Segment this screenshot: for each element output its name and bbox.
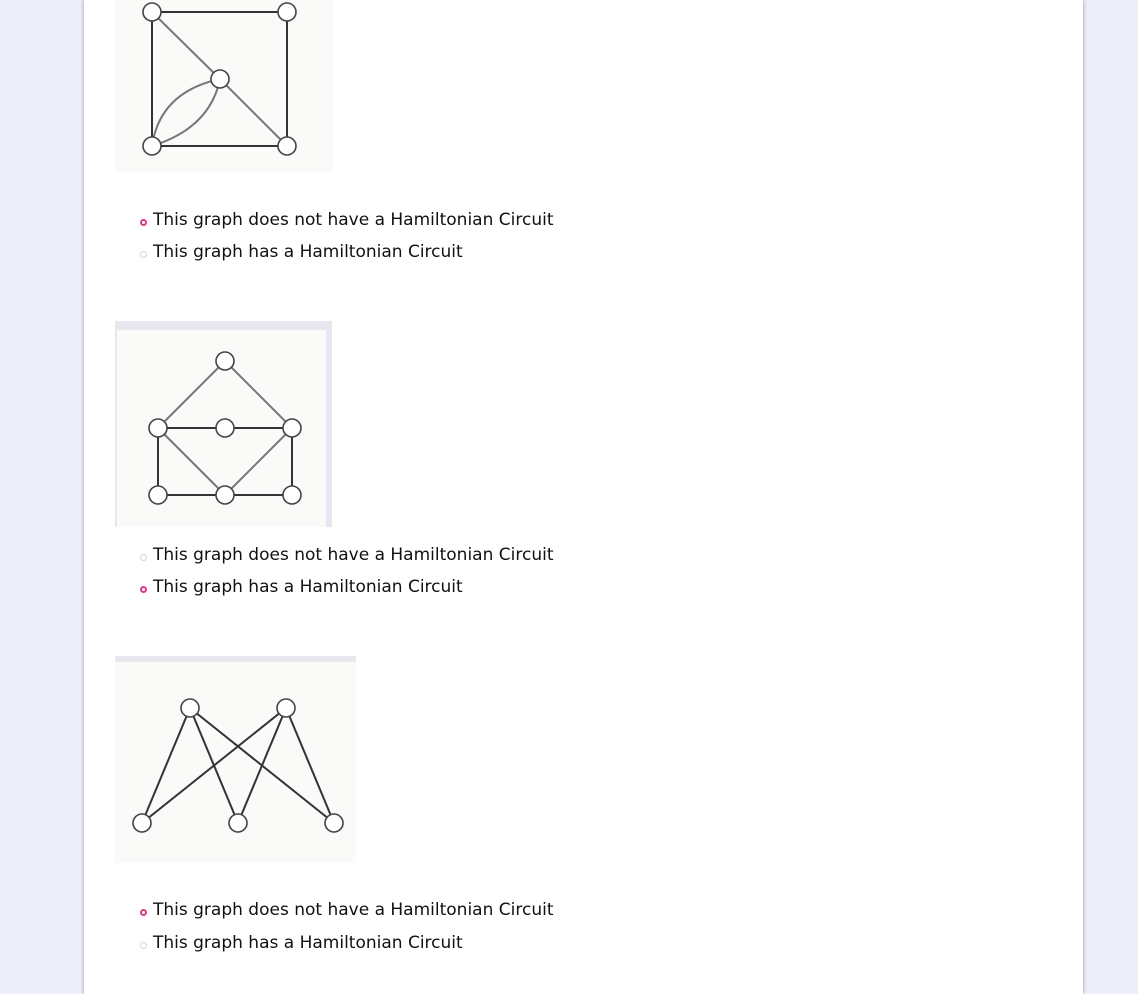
q1-option-yes[interactable] bbox=[138, 240, 463, 264]
graph-node bbox=[133, 814, 151, 832]
graph-diagram-2 bbox=[115, 321, 332, 527]
graph-node bbox=[143, 137, 161, 155]
graph-node bbox=[216, 419, 234, 437]
graph-edge bbox=[152, 79, 220, 146]
q3-option-yes[interactable] bbox=[138, 931, 463, 955]
graph-figure-1 bbox=[115, 0, 333, 172]
graph-node bbox=[216, 486, 234, 504]
graph-diagram-1 bbox=[115, 0, 333, 172]
graph-node bbox=[149, 419, 167, 437]
option-label: This graph does not have a Hamiltonian Circuit bbox=[153, 210, 554, 230]
radio-button[interactable] bbox=[140, 554, 147, 561]
option-label: This graph has a Hamiltonian Circuit bbox=[153, 242, 463, 262]
graph-diagram-3 bbox=[115, 656, 356, 863]
option-label: This graph does not have a Hamiltonian Circuit bbox=[153, 545, 554, 565]
graph-edge bbox=[220, 79, 287, 146]
graph-node bbox=[149, 486, 167, 504]
option-label: This graph has a Hamiltonian Circuit bbox=[153, 577, 463, 597]
radio-button[interactable] bbox=[140, 251, 147, 258]
graph-node bbox=[143, 3, 161, 21]
graph-node bbox=[278, 3, 296, 21]
q2-option-no[interactable] bbox=[138, 543, 554, 567]
graph-node bbox=[229, 814, 247, 832]
q3-option-no[interactable] bbox=[138, 898, 554, 922]
graph-figure-3 bbox=[115, 656, 356, 863]
option-label: This graph has a Hamiltonian Circuit bbox=[153, 933, 463, 953]
radio-button[interactable] bbox=[140, 586, 147, 593]
graph-edge bbox=[152, 79, 220, 146]
graph-node bbox=[283, 486, 301, 504]
q1-option-no[interactable] bbox=[138, 208, 554, 232]
radio-button[interactable] bbox=[140, 219, 147, 226]
radio-button[interactable] bbox=[140, 909, 147, 916]
graph-node bbox=[325, 814, 343, 832]
graph-node bbox=[211, 70, 229, 88]
graph-node bbox=[278, 137, 296, 155]
graph-node bbox=[216, 352, 234, 370]
radio-button[interactable] bbox=[140, 942, 147, 949]
graph-node bbox=[277, 699, 295, 717]
graph-node bbox=[283, 419, 301, 437]
graph-node bbox=[181, 699, 199, 717]
option-label: This graph does not have a Hamiltonian Circuit bbox=[153, 900, 554, 920]
figure-canvas bbox=[115, 662, 356, 863]
graph-edge bbox=[152, 12, 220, 79]
q2-option-yes[interactable] bbox=[138, 575, 463, 599]
graph-figure-2 bbox=[115, 321, 332, 527]
